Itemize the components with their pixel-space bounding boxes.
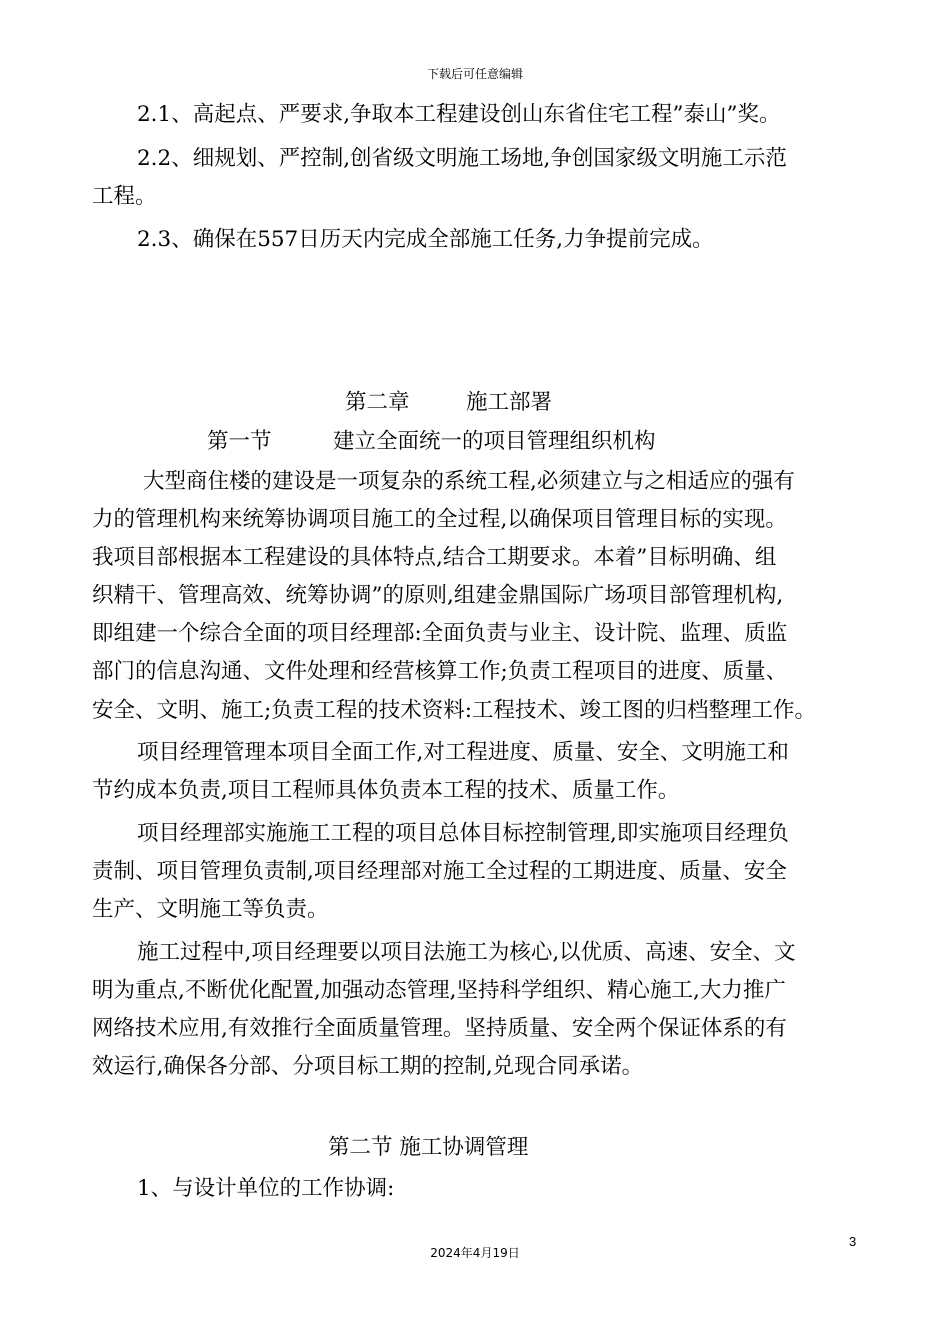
page-number: 3 <box>849 1234 857 1249</box>
paragraph1-line-4: 织精干、管理高效、统筹协调”的原则,组建金鼎国际广场项目部管理机构, <box>92 583 784 608</box>
paragraph3-line-2: 责制、项目管理负责制,项目经理部对施工全过程的工期进度、质量、安全 <box>92 859 787 884</box>
chapter-title: 施工部署 <box>466 390 553 415</box>
section1-number: 第一节 <box>207 429 272 454</box>
paragraph4-line-4: 效运行,确保各分部、分项目标工期的控制,兑现合同承诺。 <box>92 1054 644 1079</box>
section1-title: 建立全面统一的项目管理组织机构 <box>333 429 656 454</box>
paragraph1-line-1: 大型商住楼的建设是一项复杂的系统工程,必须建立与之相适应的强有 <box>143 469 795 494</box>
paragraph1-line-7: 安全、文明、施工;负责工程的技术资料:工程技术、竣工图的归档整理工作。 <box>92 698 816 723</box>
paragraph1-line-2: 力的管理机构来统筹协调项目施工的全过程,以确保项目管理目标的实现。 <box>92 507 787 532</box>
goal-line-2-continued: 工程。 <box>92 184 157 209</box>
page-date: 2024年4月19日 <box>430 1246 520 1260</box>
chapter-number: 第二章 <box>345 390 410 415</box>
paragraph3-line-3: 生产、文明施工等负责。 <box>92 897 329 922</box>
paragraph3-line-1: 项目经理部实施施工工程的项目总体目标控制管理,即实施项目经理负 <box>137 821 789 846</box>
paragraph4-line-3: 网络技术应用,有效推行全面质量管理。坚持质量、安全两个保证体系的有 <box>92 1016 787 1041</box>
section2-item-1: 1、与设计单位的工作协调: <box>137 1176 395 1201</box>
goal-line-3: 2.3、确保在557日历天内完成全部施工任务,力争提前完成。 <box>137 227 714 252</box>
paragraph1-line-5: 即组建一个综合全面的项目经理部:全面负责与业主、设计院、监理、质监 <box>92 621 788 646</box>
paragraph2-line-1: 项目经理管理本项目全面工作,对工程进度、质量、安全、文明施工和 <box>137 740 789 765</box>
paragraph1-line-6: 部门的信息沟通、文件处理和经营核算工作;负责工程项目的进度、质量、 <box>92 659 788 684</box>
paragraph4-line-2: 明为重点,不断优化配置,加强动态管理,坚持科学组织、精心施工,大力推广 <box>92 978 786 1003</box>
goal-line-2: 2.2、细规划、严控制,创省级文明施工场地,争创国家级文明施工示范 <box>137 146 787 171</box>
section2-heading: 第二节 施工协调管理 <box>328 1135 529 1160</box>
paragraph4-line-1: 施工过程中,项目经理要以项目法施工为核心,以优质、高速、安全、文 <box>137 940 796 965</box>
paragraph2-line-2: 节约成本负责,项目工程师具体负责本工程的技术、质量工作。 <box>92 778 680 803</box>
paragraph1-line-3: 我项目部根据本工程建设的具体特点,结合工期要求。本着”目标明确、组 <box>92 545 777 570</box>
goal-line-1: 2.1、高起点、严要求,争取本工程建设创山东省住宅工程”泰山”奖。 <box>137 102 781 127</box>
page-header-note: 下载后可任意编辑 <box>426 67 523 81</box>
